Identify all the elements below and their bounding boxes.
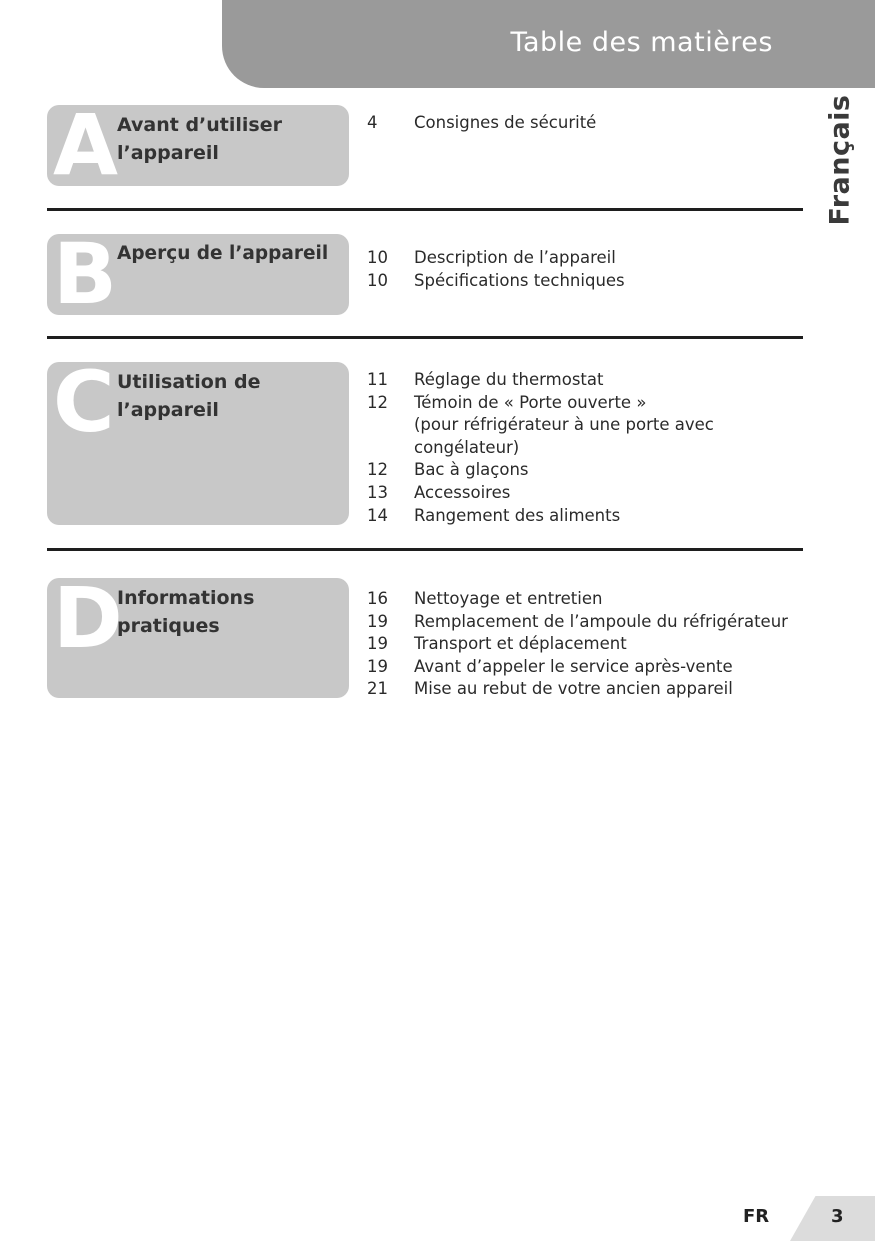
toc-page-number: 21 bbox=[367, 679, 388, 699]
toc-page-number: 19 bbox=[367, 656, 388, 676]
section-divider bbox=[47, 548, 803, 551]
page-title: Table des matières bbox=[510, 27, 773, 58]
section-d-entries bbox=[367, 588, 788, 701]
toc-page-number: 10 bbox=[367, 270, 388, 290]
section-c-entries bbox=[367, 369, 714, 527]
section-b-box bbox=[47, 234, 349, 315]
section-c-title: Utilisation de l’appareil bbox=[117, 371, 261, 421]
toc-entry[interactable] bbox=[367, 588, 788, 611]
section-d-box bbox=[47, 578, 349, 698]
section-c bbox=[47, 362, 803, 525]
section-d-title: Informations pratiques bbox=[117, 587, 255, 637]
section-c-letter: C bbox=[53, 362, 115, 451]
toc-page-number: 13 bbox=[367, 482, 388, 502]
toc-entry-text: Description de l’appareil bbox=[414, 248, 616, 267]
toc-entry-text: Mise au rebut de votre ancien appareil bbox=[414, 679, 733, 699]
section-a-letter: A bbox=[53, 105, 119, 186]
toc-entry-text: Spécifications techniques bbox=[414, 270, 625, 290]
toc-page-number: 12 bbox=[367, 392, 388, 412]
toc-entry-text: congélateur) bbox=[414, 437, 520, 457]
language-label: Français bbox=[824, 94, 856, 226]
section-d-letter: D bbox=[53, 578, 123, 667]
toc-page-number bbox=[367, 414, 414, 437]
footer-page-number: 3 bbox=[831, 1206, 844, 1227]
toc-page-number: 19 bbox=[367, 634, 388, 654]
toc-entry-text: Avant d’appeler le service après-vente bbox=[414, 656, 733, 676]
toc-entry-text: Remplacement de l’ampoule du réfrigérateur bbox=[414, 611, 788, 631]
toc-entry[interactable] bbox=[367, 270, 625, 293]
toc-entry[interactable] bbox=[367, 247, 625, 270]
section-divider bbox=[47, 336, 803, 339]
header-band bbox=[222, 0, 875, 88]
section-c-box bbox=[47, 362, 349, 525]
toc-entry[interactable] bbox=[367, 369, 714, 392]
toc-page-number: 16 bbox=[367, 589, 388, 608]
toc-entry-text: Nettoyage et entretien bbox=[414, 589, 603, 608]
toc-entry-text: Accessoires bbox=[414, 482, 511, 502]
section-divider bbox=[47, 208, 803, 211]
section-a-title: Avant d’utiliser l’appareil bbox=[117, 114, 282, 164]
section-a-box bbox=[47, 105, 349, 186]
section-a-entries bbox=[367, 112, 596, 135]
toc-entry[interactable] bbox=[367, 505, 714, 528]
toc-entry-text: Rangement des aliments bbox=[414, 505, 621, 525]
toc-entry[interactable] bbox=[367, 633, 788, 656]
section-b-letter: B bbox=[53, 234, 118, 315]
section-b bbox=[47, 234, 803, 315]
toc-entry[interactable] bbox=[367, 611, 788, 634]
section-a bbox=[47, 105, 803, 187]
toc-page-number: 19 bbox=[367, 611, 388, 631]
section-d bbox=[47, 578, 803, 698]
toc-entry-continuation bbox=[367, 414, 714, 437]
toc-page-number: 12 bbox=[367, 460, 388, 480]
section-b-entries bbox=[367, 247, 625, 292]
toc-page-number bbox=[367, 437, 414, 460]
toc-entry[interactable] bbox=[367, 656, 788, 679]
footer-language-code: FR bbox=[743, 1206, 770, 1227]
toc-entry[interactable] bbox=[367, 392, 714, 415]
toc-entry[interactable] bbox=[367, 678, 788, 701]
toc-entry-text: Bac à glaçons bbox=[414, 460, 529, 480]
toc-entry-text: Réglage du thermostat bbox=[414, 370, 604, 389]
toc-entry-text: (pour réfrigérateur à une porte avec bbox=[414, 415, 714, 435]
toc-page-number: 4 bbox=[367, 113, 378, 132]
toc-entry-text: Consignes de sécurité bbox=[414, 113, 597, 132]
toc-page-number: 11 bbox=[367, 370, 388, 389]
toc-entry[interactable] bbox=[367, 459, 714, 482]
toc-entry[interactable] bbox=[367, 482, 714, 505]
toc-page-number: 10 bbox=[367, 248, 388, 267]
toc-entry[interactable] bbox=[367, 112, 596, 135]
toc-page-number: 14 bbox=[367, 505, 388, 525]
toc-entry-text: Témoin de « Porte ouverte » bbox=[414, 392, 647, 412]
toc-entry-continuation bbox=[367, 437, 714, 460]
toc-entry-text: Transport et déplacement bbox=[414, 634, 627, 654]
section-b-title: Aperçu de l’appareil bbox=[117, 243, 329, 264]
